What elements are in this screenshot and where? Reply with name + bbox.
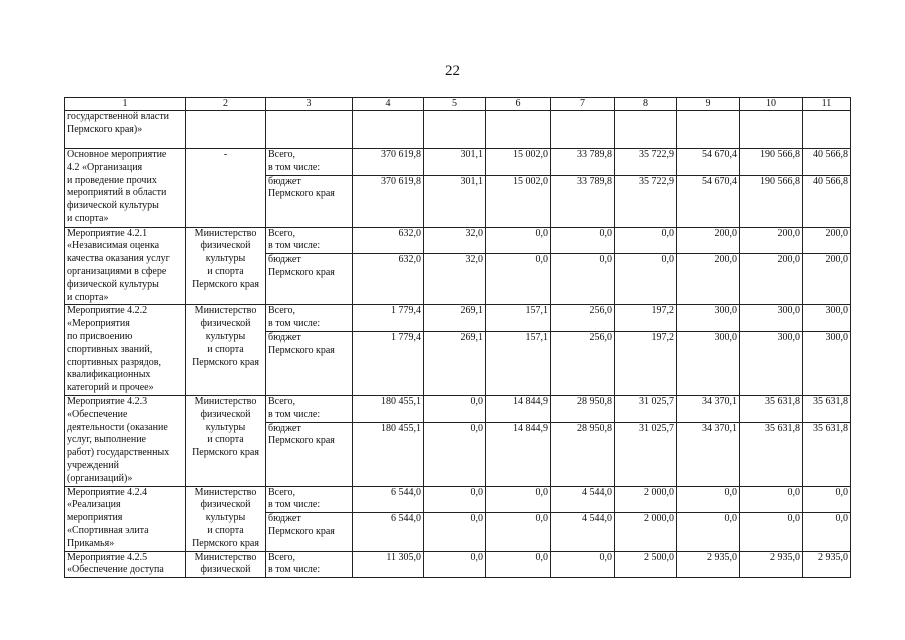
value-cell: 300,0 <box>803 331 851 395</box>
value-cell: 0,0 <box>486 551 551 578</box>
value-cell: 300,0 <box>677 331 740 395</box>
value-cell: 32,0 <box>424 227 486 254</box>
header-cell: 10 <box>740 98 803 111</box>
value-cell: 0,0 <box>677 513 740 551</box>
value-cell: 301,1 <box>424 149 486 176</box>
value-cell: 197,2 <box>615 331 677 395</box>
header-cell: 7 <box>551 98 615 111</box>
value-cell: 34 370,1 <box>677 395 740 422</box>
value-cell: 34 370,1 <box>677 422 740 486</box>
value-cell: 35 631,8 <box>803 395 851 422</box>
value-cell: 11 305,0 <box>353 551 424 578</box>
value-cell: 14 844,9 <box>486 422 551 486</box>
value-cell: 0,0 <box>551 254 615 305</box>
value-cell: 300,0 <box>677 305 740 332</box>
empty-cell <box>615 111 677 149</box>
executor-cell: Министерство физической <box>186 551 266 578</box>
value-cell: 300,0 <box>740 331 803 395</box>
value-cell: 2 000,0 <box>615 486 677 513</box>
measure-name-cell: Мероприятие 4.2.5 «Обеспечение доступа <box>65 551 186 578</box>
value-cell: 31 025,7 <box>615 395 677 422</box>
value-cell: 33 789,8 <box>551 175 615 227</box>
empty-cell <box>353 111 424 149</box>
value-cell: 0,0 <box>803 486 851 513</box>
value-cell: 35 722,9 <box>615 149 677 176</box>
budget-table <box>64 97 851 578</box>
value-cell: 28 950,8 <box>551 395 615 422</box>
value-cell: 6 544,0 <box>353 486 424 513</box>
header-row <box>65 98 851 111</box>
value-cell: 4 544,0 <box>551 513 615 551</box>
header-cell: 8 <box>615 98 677 111</box>
funding-source-cell: Всего, в том числе: <box>266 149 353 176</box>
value-cell: 300,0 <box>740 305 803 332</box>
empty-cell <box>266 111 353 149</box>
value-cell: 2 935,0 <box>740 551 803 578</box>
value-cell: 370 619,8 <box>353 175 424 227</box>
header-cell: 5 <box>424 98 486 111</box>
value-cell: 0,0 <box>486 254 551 305</box>
funding-source-cell: Всего, в том числе: <box>266 305 353 332</box>
header-cell: 2 <box>186 98 266 111</box>
value-cell: 1 779,4 <box>353 305 424 332</box>
value-cell: 2 935,0 <box>677 551 740 578</box>
value-cell: 180 455,1 <box>353 395 424 422</box>
value-cell: 31 025,7 <box>615 422 677 486</box>
value-cell: 0,0 <box>740 486 803 513</box>
measure-name-cell: Мероприятие 4.2.2 «Мероприятия по присвоению спортивных званий, спортивных разрядов, квалификационных категорий и прочее» <box>65 305 186 396</box>
value-cell: 4 544,0 <box>551 486 615 513</box>
value-cell: 54 670,4 <box>677 149 740 176</box>
value-cell: 0,0 <box>677 486 740 513</box>
header-cell: 3 <box>266 98 353 111</box>
table-row <box>65 395 851 422</box>
value-cell: 0,0 <box>615 254 677 305</box>
value-cell: 0,0 <box>803 513 851 551</box>
value-cell: 28 950,8 <box>551 422 615 486</box>
executor-cell: - <box>186 149 266 228</box>
value-cell: 200,0 <box>740 254 803 305</box>
funding-source-cell: Всего, в том числе: <box>266 486 353 513</box>
executor-cell: Министерство физической культуры и спорта Пермского края <box>186 486 266 551</box>
funding-source-cell: Всего, в том числе: <box>266 227 353 254</box>
value-cell: 269,1 <box>424 331 486 395</box>
value-cell: 1 779,4 <box>353 331 424 395</box>
funding-source-cell: бюджет Пермского края <box>266 331 353 395</box>
executor-cell: Министерство физической культуры и спорта Пермского края <box>186 227 266 305</box>
value-cell: 200,0 <box>677 227 740 254</box>
value-cell: 32,0 <box>424 254 486 305</box>
value-cell: 0,0 <box>424 486 486 513</box>
value-cell: 2 935,0 <box>803 551 851 578</box>
value-cell: 197,2 <box>615 305 677 332</box>
header-cell: 1 <box>65 98 186 111</box>
value-cell: 200,0 <box>803 254 851 305</box>
value-cell: 35 722,9 <box>615 175 677 227</box>
value-cell: 180 455,1 <box>353 422 424 486</box>
continuation-name-cell: государственной власти Пермского края)» <box>65 111 186 149</box>
value-cell: 157,1 <box>486 305 551 332</box>
value-cell: 190 566,8 <box>740 149 803 176</box>
header-cell: 4 <box>353 98 424 111</box>
funding-source-cell: бюджет Пермского края <box>266 422 353 486</box>
value-cell: 0,0 <box>424 513 486 551</box>
value-cell: 190 566,8 <box>740 175 803 227</box>
value-cell: 40 566,8 <box>803 175 851 227</box>
value-cell: 0,0 <box>551 227 615 254</box>
funding-source-cell: бюджет Пермского края <box>266 513 353 551</box>
value-cell: 0,0 <box>615 227 677 254</box>
value-cell: 35 631,8 <box>740 395 803 422</box>
value-cell: 632,0 <box>353 227 424 254</box>
funding-source-cell: бюджет Пермского края <box>266 175 353 227</box>
value-cell: 0,0 <box>424 422 486 486</box>
value-cell: 0,0 <box>486 486 551 513</box>
funding-source-cell: Всего, в том числе: <box>266 395 353 422</box>
value-cell: 157,1 <box>486 331 551 395</box>
value-cell: 35 631,8 <box>740 422 803 486</box>
empty-cell <box>186 111 266 149</box>
value-cell: 301,1 <box>424 175 486 227</box>
value-cell: 0,0 <box>424 395 486 422</box>
measure-name-cell: Мероприятие 4.2.3 «Обеспечение деятельности (оказание услуг, выполнение работ) государственных учреждений (организаций)» <box>65 395 186 486</box>
value-cell: 0,0 <box>551 551 615 578</box>
value-cell: 200,0 <box>803 227 851 254</box>
value-cell: 33 789,8 <box>551 149 615 176</box>
executor-cell: Министерство физической культуры и спорта Пермского края <box>186 395 266 486</box>
empty-cell <box>677 111 740 149</box>
value-cell: 256,0 <box>551 331 615 395</box>
value-cell: 200,0 <box>740 227 803 254</box>
value-cell: 14 844,9 <box>486 395 551 422</box>
empty-cell <box>424 111 486 149</box>
empty-cell <box>740 111 803 149</box>
empty-cell <box>803 111 851 149</box>
empty-cell <box>551 111 615 149</box>
table-row <box>65 486 851 513</box>
value-cell: 35 631,8 <box>803 422 851 486</box>
executor-cell: Министерство физической культуры и спорта Пермского края <box>186 305 266 396</box>
table-row <box>65 305 851 332</box>
value-cell: 0,0 <box>424 551 486 578</box>
value-cell: 15 002,0 <box>486 175 551 227</box>
funding-source-cell: бюджет Пермского края <box>266 254 353 305</box>
funding-source-cell: Всего, в том числе: <box>266 551 353 578</box>
measure-name-cell: Мероприятие 4.2.4 «Реализация мероприятия «Спортивная элита Прикамья» <box>65 486 186 551</box>
header-cell: 9 <box>677 98 740 111</box>
page-number: 22 <box>445 63 460 79</box>
value-cell: 54 670,4 <box>677 175 740 227</box>
value-cell: 2 000,0 <box>615 513 677 551</box>
value-cell: 300,0 <box>803 305 851 332</box>
table-row <box>65 149 851 176</box>
value-cell: 269,1 <box>424 305 486 332</box>
measure-name-cell: Основное мероприятие 4.2 «Организация и проведение прочих мероприятий в области физической культуры и спорта» <box>65 149 186 228</box>
value-cell: 0,0 <box>486 513 551 551</box>
continuation-row <box>65 111 851 149</box>
header-cell: 6 <box>486 98 551 111</box>
value-cell: 370 619,8 <box>353 149 424 176</box>
table-row <box>65 227 851 254</box>
value-cell: 256,0 <box>551 305 615 332</box>
value-cell: 40 566,8 <box>803 149 851 176</box>
value-cell: 200,0 <box>677 254 740 305</box>
value-cell: 0,0 <box>740 513 803 551</box>
value-cell: 632,0 <box>353 254 424 305</box>
measure-name-cell: Мероприятие 4.2.1 «Независимая оценка качества оказания услуг организациями в сфере физической культуры и спорта» <box>65 227 186 305</box>
empty-cell <box>486 111 551 149</box>
value-cell: 2 500,0 <box>615 551 677 578</box>
value-cell: 6 544,0 <box>353 513 424 551</box>
header-cell: 11 <box>803 98 851 111</box>
value-cell: 0,0 <box>486 227 551 254</box>
table-row <box>65 551 851 578</box>
value-cell: 15 002,0 <box>486 149 551 176</box>
